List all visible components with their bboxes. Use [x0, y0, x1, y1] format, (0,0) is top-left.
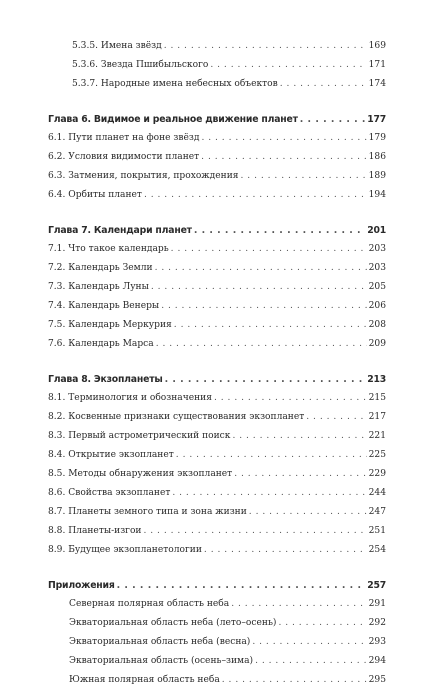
- dot-leader: [155, 259, 367, 278]
- toc-entry-title: 6.1. Пути планет на фоне звёзд: [48, 133, 200, 143]
- dot-leader: [300, 110, 365, 129]
- toc-page-number: 244: [368, 488, 386, 498]
- toc-chapter-entry: [48, 221, 386, 240]
- toc-entry-title: 5.3.7. Народные имена небесных объектов: [72, 79, 278, 89]
- dot-leader: [194, 221, 365, 240]
- toc-entry: [48, 37, 386, 56]
- toc-page-number: 206: [368, 301, 386, 311]
- dot-leader: [164, 37, 367, 56]
- toc-page-number: 171: [368, 60, 386, 70]
- toc-entry: [48, 408, 386, 427]
- toc-page-number: 247: [368, 507, 386, 517]
- toc-entry-title: 8.9. Будущее экзопланетологии: [48, 545, 202, 555]
- toc-page-number: 203: [368, 263, 386, 273]
- toc-page-number: 225: [368, 450, 386, 460]
- toc-page-number: 174: [368, 79, 386, 89]
- toc-entry: [48, 186, 386, 205]
- toc-entry-title: 7.3. Календарь Луны: [48, 282, 149, 292]
- dot-leader: [241, 167, 367, 186]
- toc-entry-title: Экваториальная область (осень–зима): [69, 656, 254, 666]
- toc-entry-title: 7.6. Календарь Марса: [48, 339, 154, 349]
- dot-leader: [201, 148, 366, 167]
- toc-entry-title: 7.5. Календарь Меркурия: [48, 320, 172, 330]
- dot-leader: [278, 614, 366, 633]
- table-of-contents: [48, 37, 386, 690]
- toc-entry: [48, 278, 386, 297]
- toc-entry-title: 7.4. Календарь Венеры: [48, 301, 160, 311]
- toc-entry: [48, 148, 386, 167]
- toc-entry: [48, 652, 386, 671]
- toc-entry-title: Приложения: [48, 580, 115, 591]
- toc-entry: [48, 335, 386, 354]
- dot-leader: [165, 370, 366, 389]
- dot-leader: [171, 240, 367, 259]
- toc-entry: [48, 427, 386, 446]
- dot-leader: [280, 75, 367, 94]
- toc-entry: [48, 129, 386, 148]
- toc-entry-title: 5.3.5. Имена звёзд: [72, 41, 162, 51]
- toc-entry-title: 5.3.6. Звезда Пшибыльского: [72, 60, 209, 70]
- dot-leader: [161, 297, 366, 316]
- toc-page-number: 205: [368, 282, 386, 292]
- toc-page-number: 254: [368, 545, 386, 555]
- toc-entry: [48, 522, 386, 541]
- toc-entry-title: 8.8. Планеты-изгои: [48, 526, 142, 536]
- dot-leader: [234, 465, 366, 484]
- toc-entry: [48, 484, 386, 503]
- dot-leader: [232, 427, 366, 446]
- toc-entry-title: 8.2. Косвенные признаки существования экзопланет: [48, 412, 305, 422]
- toc-entry: [48, 259, 386, 278]
- toc-entry-title: 8.5. Методы обнаружения экзопланет: [48, 469, 233, 479]
- toc-entry-title: 6.3. Затмения, покрытия, прохождения: [48, 171, 239, 181]
- dot-leader: [231, 595, 366, 614]
- toc-page-number: 215: [368, 393, 386, 403]
- toc-page-number: 179: [368, 133, 386, 143]
- toc-page-number: 291: [368, 599, 386, 609]
- toc-entry-title: 6.2. Условия видимости планет: [48, 152, 200, 162]
- dot-leader: [156, 335, 367, 354]
- toc-entry-title: Глава 6. Видимое и реальное движение планет: [48, 114, 298, 125]
- toc-page-number: 293: [368, 637, 386, 647]
- toc-page-number: 201: [367, 225, 386, 236]
- toc-entry: [48, 614, 386, 633]
- dot-leader: [210, 56, 366, 75]
- toc-entry-title: Северная полярная область неба: [69, 599, 230, 609]
- toc-entry: [48, 75, 386, 94]
- dot-leader: [172, 484, 366, 503]
- dot-leader: [252, 633, 366, 652]
- toc-entry-title: 7.1. Что такое календарь: [48, 244, 169, 254]
- toc-entry: [48, 56, 386, 75]
- toc-entry: [48, 503, 386, 522]
- toc-entry: [48, 297, 386, 316]
- toc-page-number: 186: [368, 152, 386, 162]
- toc-entry-title: 8.6. Свойства экзопланет: [48, 488, 171, 498]
- toc-entry-title: 7.2. Календарь Земли: [48, 263, 153, 273]
- toc-entry: [48, 446, 386, 465]
- toc-page-number: 294: [368, 656, 386, 666]
- toc-page-number: 257: [367, 580, 386, 591]
- dot-leader: [255, 652, 367, 671]
- dot-leader: [201, 129, 366, 148]
- toc-entry: [48, 465, 386, 484]
- toc-entry: [48, 167, 386, 186]
- toc-entry-title: 8.4. Открытие экзопланет: [48, 450, 174, 460]
- toc-entry: [48, 633, 386, 652]
- toc-page-number: 229: [368, 469, 386, 479]
- dot-leader: [222, 671, 367, 690]
- toc-page-number: 292: [368, 618, 386, 628]
- toc-page-number: 194: [368, 190, 386, 200]
- toc-entry-title: 8.7. Планеты земного типа и зона жизни: [48, 507, 247, 517]
- dot-leader: [117, 576, 366, 595]
- toc-chapter-entry: [48, 370, 386, 389]
- toc-entry-title: 8.1. Терминология и обозначения: [48, 393, 212, 403]
- toc-page-number: 295: [368, 675, 386, 685]
- toc-entry-title: 6.4. Орбиты планет: [48, 190, 142, 200]
- toc-page-number: 217: [368, 412, 386, 422]
- toc-page-number: 213: [367, 374, 386, 385]
- dot-leader: [143, 522, 366, 541]
- dot-leader: [214, 389, 367, 408]
- dot-leader: [204, 541, 367, 560]
- toc-page-number: 169: [368, 41, 386, 51]
- toc-page-number: 208: [368, 320, 386, 330]
- toc-chapter-entry: [48, 576, 386, 595]
- toc-page-number: 189: [368, 171, 386, 181]
- toc-entry-title: 8.3. Первый астрометрический поиск: [48, 431, 231, 441]
- toc-chapter-entry: [48, 110, 386, 129]
- dot-leader: [249, 503, 367, 522]
- toc-page-number: 221: [368, 431, 386, 441]
- toc-page-number: 209: [368, 339, 386, 349]
- dot-leader: [144, 186, 367, 205]
- toc-entry: [48, 389, 386, 408]
- toc-entry: [48, 240, 386, 259]
- toc-entry: [48, 595, 386, 614]
- toc-page-number: 251: [368, 526, 386, 536]
- toc-page-number: 177: [367, 114, 386, 125]
- dot-leader: [174, 316, 367, 335]
- toc-entry-title: Глава 7. Календари планет: [48, 225, 192, 236]
- toc-entry-title: Экваториальная область неба (лето–осень): [69, 618, 277, 628]
- dot-leader: [151, 278, 367, 297]
- toc-entry: [48, 671, 386, 690]
- toc-entry-title: Экваториальная область неба (весна): [69, 637, 251, 647]
- toc-entry-title: Южная полярная область неба: [69, 675, 220, 685]
- dot-leader: [176, 446, 367, 465]
- toc-entry: [48, 541, 386, 560]
- toc-page-number: 203: [368, 244, 386, 254]
- toc-entry-title: Глава 8. Экзопланеты: [48, 374, 163, 385]
- dot-leader: [306, 408, 366, 427]
- toc-entry: [48, 316, 386, 335]
